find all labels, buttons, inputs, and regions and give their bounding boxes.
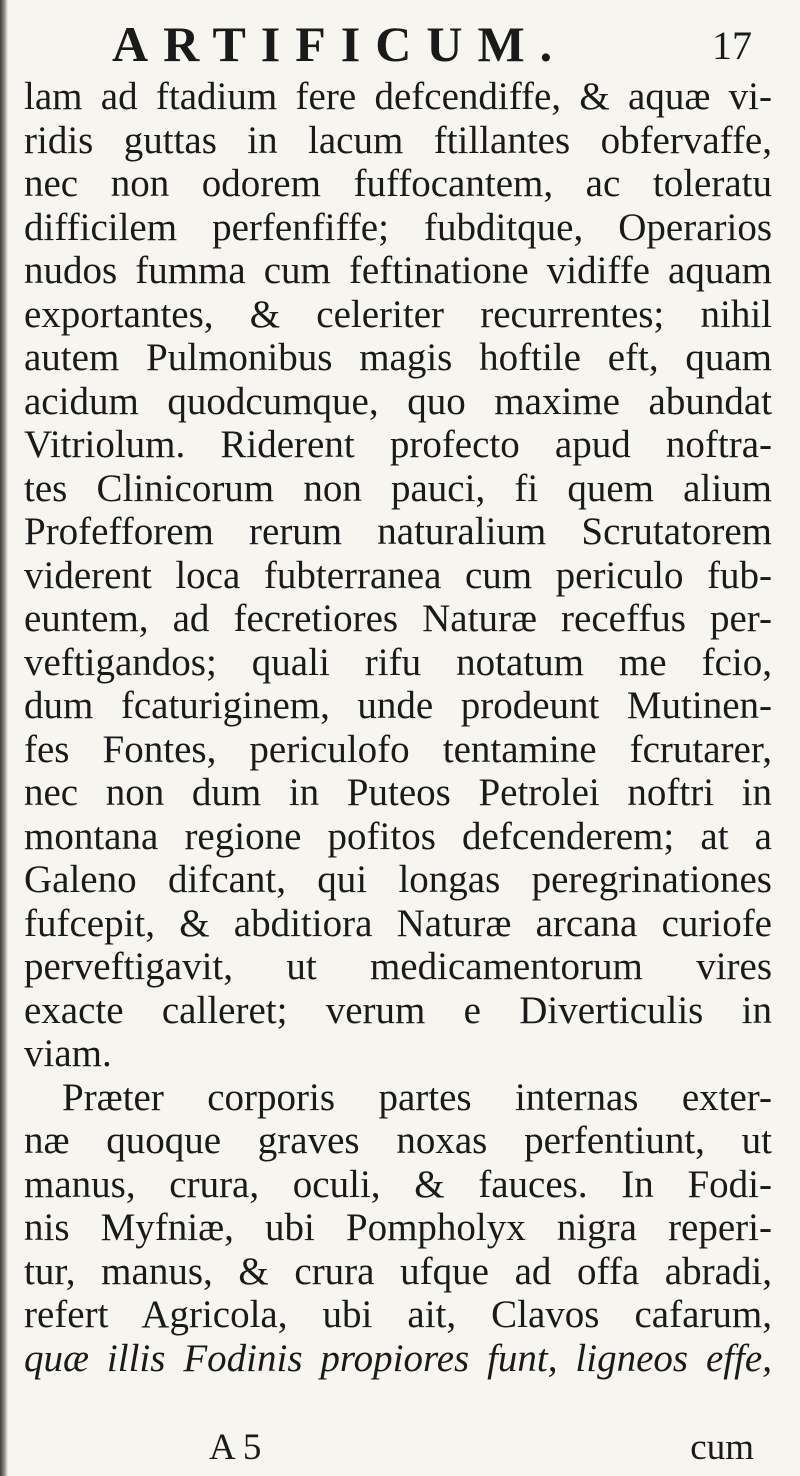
page-number: 17 [712, 23, 752, 68]
text-line: lam ad ftadium fere defcendiffe, & aquæ vi- [24, 75, 772, 118]
text-line: autem Pulmonibus magis hoftile eft, quam [24, 336, 772, 379]
text-line: nec non odorem fuffocantem, ac toleratu [24, 162, 772, 205]
text-line: nudos fumma cum feftinatione vidiffe aquam [24, 249, 772, 292]
body-text [24, 75, 772, 1380]
text-line: fes Fontes, periculofo tentamine fcrutarer, [24, 727, 772, 771]
catchword: cum [690, 1427, 754, 1468]
text-line: viam. [24, 1032, 112, 1075]
text-line: refert Agricola, ubi ait, Clavos cafarum, [24, 1293, 772, 1336]
text-line: viderent loca fubterranea cum periculo fub- [24, 553, 772, 597]
italic-quote-line: quæ illis Fodinis propiores funt, ligneos effe, [24, 1336, 772, 1380]
text-line: ridis guttas in lacum ftillantes obfervaffe, [24, 118, 772, 162]
paragraph-start-line: Præter corporis partes internas exter- [62, 1075, 772, 1119]
text-line: acidum quodcumque, quo maxime abundat [24, 379, 772, 423]
text-line: veftigandos; quali rifu notatum me fcio, [24, 640, 772, 684]
text-line: nec non dum in Puteos Petrolei noftri in [24, 771, 772, 814]
text-line: tur, manus, & crura ufque ad offa abradi, [24, 1249, 772, 1293]
text-line: Vitriolum. Riderent profecto apud noftra- [24, 423, 772, 466]
running-title: ARTIFICUM. [112, 16, 568, 72]
text-line: næ quoque graves noxas perfentiunt, ut [24, 1119, 772, 1162]
text-line: euntem, ad fecretiores Naturæ receffus per- [24, 597, 772, 640]
text-line: exacte calleret; verum e Diverticulis in [24, 988, 772, 1032]
text-line: Galeno difcant, qui longas peregrinationes [24, 858, 772, 901]
text-line: exportantes, & celeriter recurrentes; nihil [24, 292, 772, 336]
text-line: tes Clinicorum non pauci, fi quem alium [24, 466, 772, 510]
text-line: nis Myfniæ, ubi Pompholyx nigra reperi- [24, 1206, 772, 1249]
text-line: perveftigavit, ut medicamentorum vires [24, 945, 772, 988]
text-line: dum fcaturiginem, unde prodeunt Mutinen- [24, 684, 772, 727]
page-footer [24, 1425, 772, 1471]
text-line: Profefforem rerum naturalium Scrutatorem [24, 510, 772, 553]
text-line: montana regione pofitos defcenderem; at a [24, 814, 772, 858]
signature-mark: A 5 [209, 1427, 262, 1468]
text-line: manus, crura, oculi, & fauces. In Fodi- [24, 1162, 772, 1206]
running-head [112, 14, 752, 74]
text-line: difficilem perfenfiffe; fubditque, Operarios [24, 205, 772, 249]
text-line: fufcepit, & abditiora Naturæ arcana curiofe [24, 901, 772, 945]
